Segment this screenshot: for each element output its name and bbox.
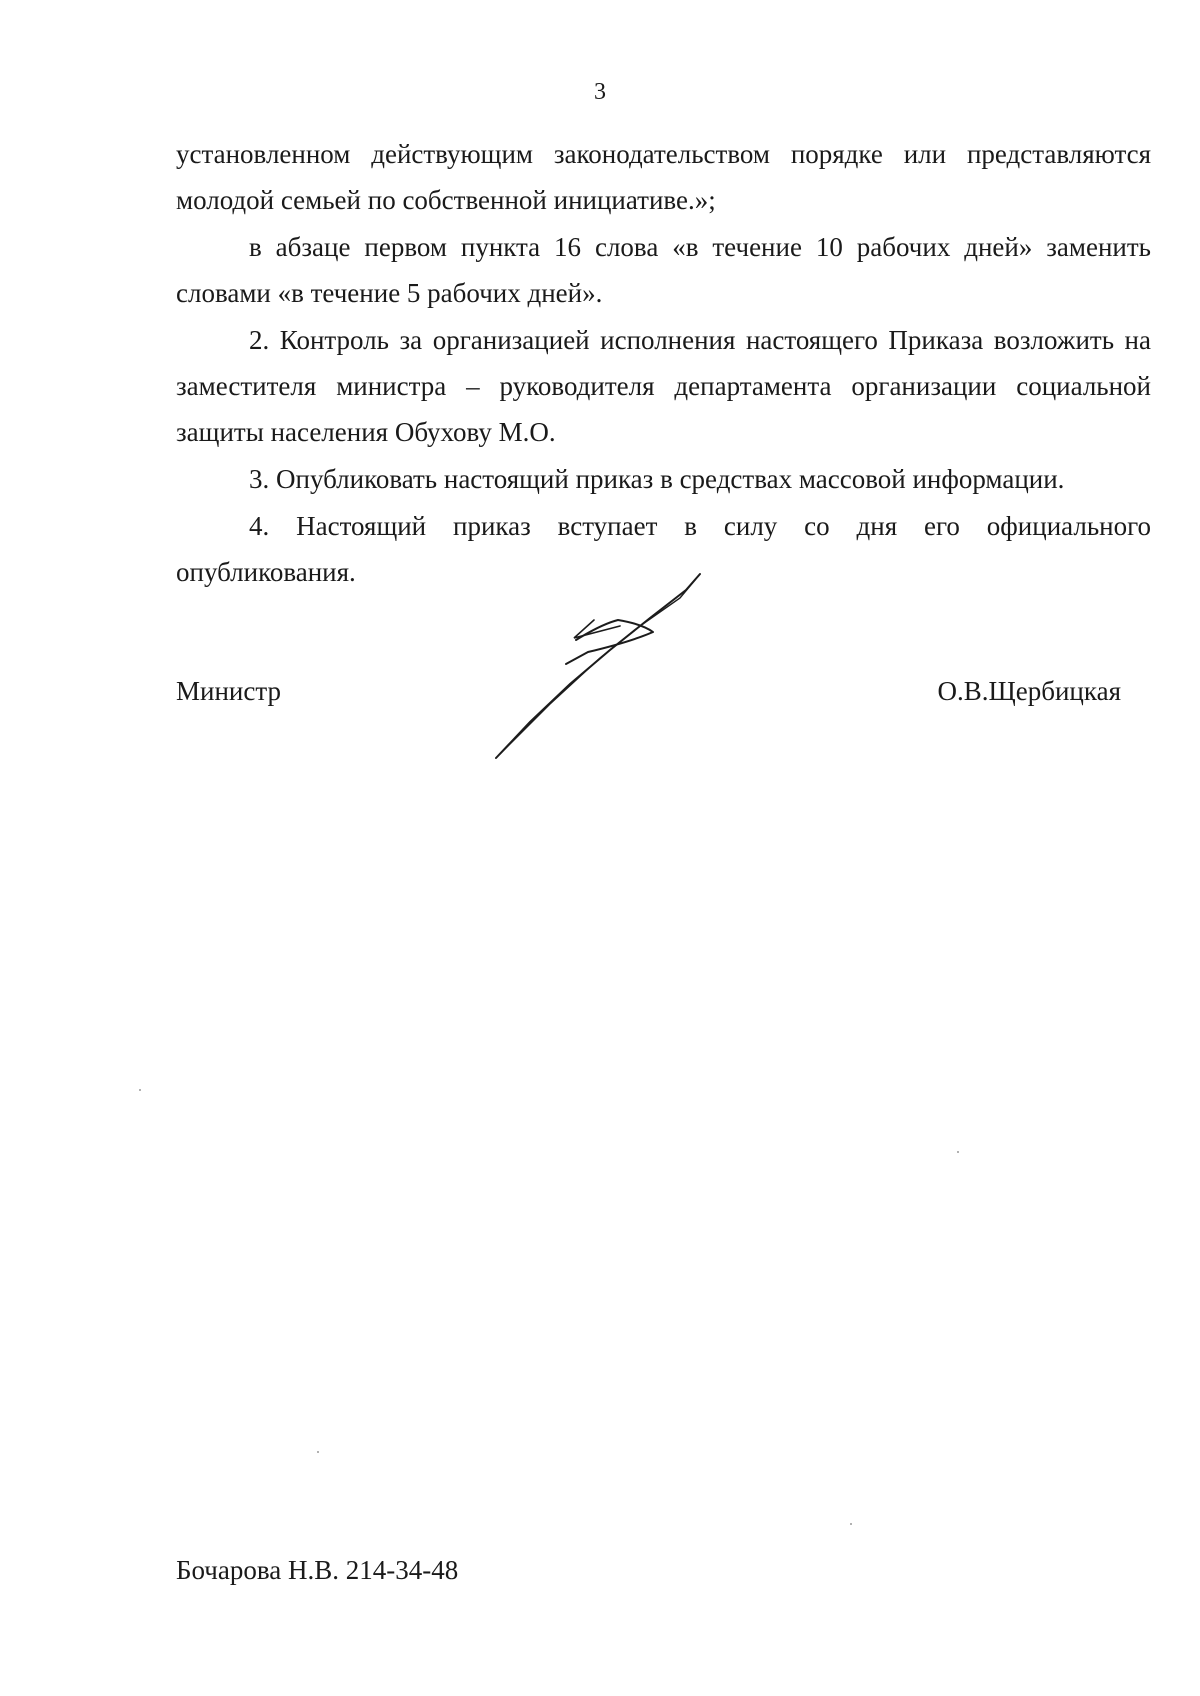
paragraph-item-3: 3. Опубликовать настоящий приказ в средствах массовой информации. (249, 464, 1065, 494)
paragraph-continuation: установленном действующим законодательством порядке или представляются молодой семьей по собственной инициативе.»; (176, 139, 1151, 215)
page-number: 3 (594, 79, 606, 105)
signatory-position: Министр (176, 676, 281, 706)
executor-contact: Бочарова Н.В. 214-34-48 (176, 1555, 459, 1585)
paragraph-item-2: 2. Контроль за организацией исполнения настоящего Приказа возложить на заместителя министра – руководителя департамента организации социальной защиты населения Обухову М.О. (176, 325, 1151, 447)
paragraph-item-4: 4. Настоящий приказ вступает в силу со дня его официального опубликования. (176, 511, 1151, 587)
scan-speck (317, 1451, 319, 1453)
scan-speck (957, 1151, 959, 1153)
signatory-name: О.В.Щербицкая (937, 676, 1121, 706)
scan-speck (139, 1089, 141, 1091)
paragraph-amendment: в абзаце первом пункта 16 слова «в течение 10 рабочих дней» заменить словами «в течение 5 рабочих дней». (176, 232, 1151, 308)
scan-speck (850, 1523, 852, 1525)
handwritten-signature (490, 572, 790, 772)
document-body (176, 131, 1151, 596)
